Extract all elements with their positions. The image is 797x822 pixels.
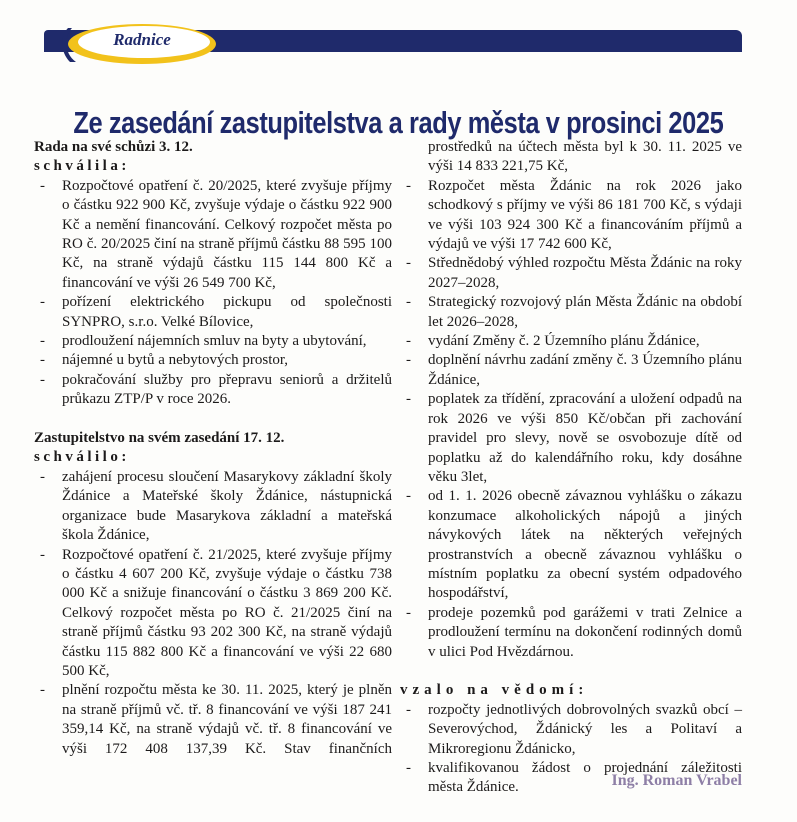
rada-verb: schválila: [34,158,130,175]
list-item: - Rozpočet města Ždánic na rok 2026 jako schodkový s příjmy ve výši 86 181 700 Kč, s výdaji ve výši 103 924 300 Kč a financováním příjmů a výdajů ve výši 17 742 600 Kč, [400,177,742,255]
page-title: Ze zasedání zastupitelstva a rady města v prosinci 2025 [73,104,724,140]
right-column [400,138,742,798]
left-column [34,138,392,759]
zastupitelstvo-heading: Zastupitelstvo na svém zasedání 17. 12. [34,430,285,447]
list-item: - Rozpočtové opatření č. 20/2025, které zvyšuje příjmy o částku 922 900 Kč, zvyšuje výdaje o částku 922 900 Kč a nemění financování. Celkový rozpočet města po RO č. 20/2025 činí na straně příjmů částku 88 595 100 Kč, na straně výdajů částku 115 144 800 Kč a financování ve výši 26 549 700 Kč, [34,177,392,293]
author-signature: Ing. Roman Vrabel [611,772,742,789]
list-item: - nájemné u bytů a nebytových prostor, [34,351,392,370]
list-item: - plnění rozpočtu města ke 30. 11. 2025, který je plněn na straně příjmů vč. tř. 8 financování ve výši 187 241 359,14 Kč, na straně výdajů vč. tř. 8 financování ve výši 172 408 137,39 Kč. Stav finančních [34,681,392,759]
noted-verb: vzalo na vědomí: [400,682,589,699]
list-item-continuation: prostředků na účtech města byl k 30. 11. 2025 ve výši 14 833 221,75 Kč, [428,139,742,175]
rada-list [34,177,392,410]
list-item: - vydání Změny č. 2 Územního plánu Ždánice, [400,332,742,351]
zastupitelstvo-verb: schválilo: [34,449,130,466]
list-item: - pořízení elektrického pickupu od společnosti SYNPRO, s.r.o. Velké Bílovice, [34,293,392,332]
list-item: - pokračování služby pro přepravu seniorů a držitelů průkazu ZTP/P v roce 2026. [34,371,392,410]
list-item: - doplnění návrhu zadání změny č. 3 Územního plánu Ždánice, [400,351,742,390]
zastupitelstvo-list-right [400,138,742,662]
rada-heading: Rada na své schůzi 3. 12. [34,139,193,155]
list-item: - prodeje pozemků pod garážemi v trati Zelnice a prodloužení termínu na dokončení rodinných domů v ulici Pod Hvězdárnou. [400,604,742,662]
list-item: - Strategický rozvojový plán Města Ždánic na období let 2026–2028, [400,293,742,332]
section-label: Radnice [113,30,171,49]
list-item: - poplatek za třídění, zpracování a uložení odpadů na rok 2026 ve výši 850 Kč/občan při zachování pravidel pro slevy, nově se osvobozuje dítě od poplatku až do kalendářního roku, kdy dosáhne věku 3let, [400,390,742,487]
list-item: - Střednědobý výhled rozpočtu Města Ždánic na roky 2027–2028, [400,254,742,293]
list-item: - od 1. 1. 2026 obecně závaznou vyhlášku o zákazu konzumace alkoholických nápojů a jiných návykových látek na některých veřejných prostranstvích a obecně závaznou vyhlášku o místním poplatku za obecní systém odpadového hospodářství, [400,487,742,603]
list-item: - zahájení procesu sloučení Masarykovy základní školy Ždánice a Mateřské školy Ždánice, nástupnická organizace bude Masarykova základní a mateřská škola Ždánice, [34,468,392,546]
list-item: - prodloužení nájemních smluv na byty a ubytování, [34,332,392,351]
list-item: - Rozpočtové opatření č. 21/2025, které zvyšuje příjmy o částku 4 607 200 Kč, zvyšuje výdaje o částku 738 000 Kč a snižuje financování o částku 3 869 200 Kč. Celkový rozpočet města po RO č. 21/2025 činí na straně příjmů částku 93 202 300 Kč, na straně výdajů částku 115 882 800 Kč a financování ve výši 22 680 500 Kč, [34,546,392,682]
list-item: - kvalifikovanou žádost o projednání záležitosti města Ždánice. [400,759,742,798]
zastupitelstvo-list-left [34,468,392,759]
list-item: - rozpočty jednotlivých dobrovolných svazků obcí – Severovýchod, Ždánický les a Politaví a Mikroregionu Ždánicko, [400,701,742,759]
